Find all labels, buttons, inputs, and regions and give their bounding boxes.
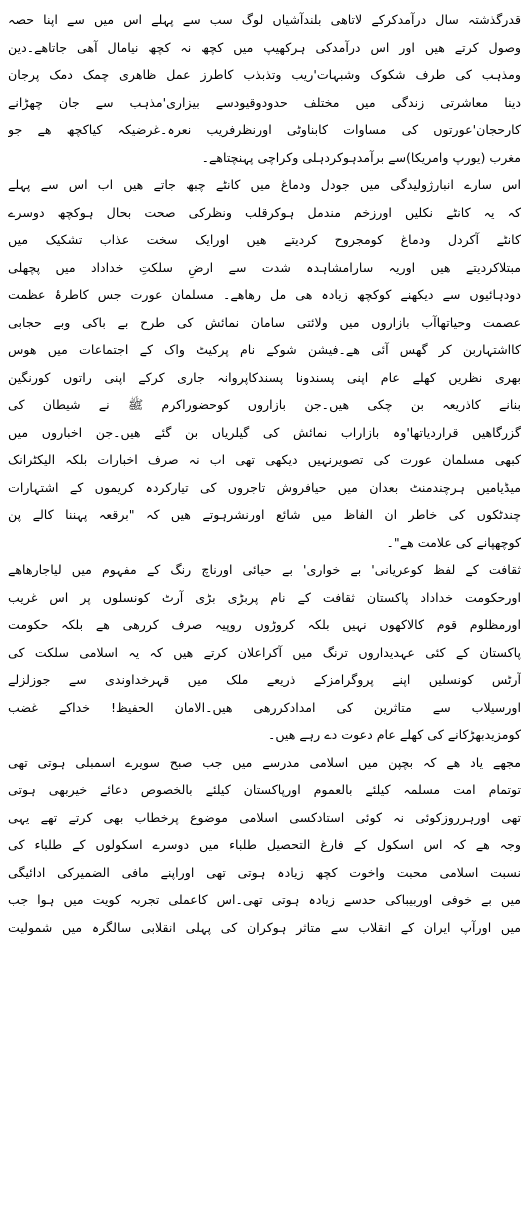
text-line: مجھے یاد ھے کہ بچپن میں اسلامی مدرسے میں جب صبح سویرے اسمبلی ہوتی تھی xyxy=(8,754,521,770)
text-line: میں اورآپ ایران کے انقلاب سے متاثر ہوکران کی پہلی انقلابی سالگرہ میں شمولیت xyxy=(8,919,521,935)
text-line: کہ یہ کانٹے نکلیں اورزخم مندمل ہوکرقلب ونظرکی صحت بحال ہوکچھ دوسرے xyxy=(8,204,521,220)
paragraph-4 xyxy=(8,749,521,942)
text-line: پاکستان کے کئی عہدیداروں ترنگ میں آکراعلان کرتے ھیں کہ یہ اسلامی سلکت کی xyxy=(8,644,521,660)
text-line: دودہائیوں سے دیکھنے کوکچھ زیادہ ھی مل رھاھے۔ مسلمان عورت جس کاطرۂ عظمت xyxy=(8,287,521,302)
text-line: مغرب (یورپ وامریکا)سے برآمدہوکردہلی وکراچی پہنچتاھے۔ xyxy=(201,149,521,165)
text-line: بھری نظریں کھلے عام اپنی پسندونا پسندکاپروانہ جاری کرکے اپنی راتوں کورنگین xyxy=(8,369,521,385)
text-line: ثقافت کے لفظ کوعریانی' بے خواری' بے حیائی اورناچ رنگ کے مفہوم میں لیاجارھاھے xyxy=(8,562,521,577)
text-line: وصول کرتے ھیں اور اس درآمدکی ہرکھیپ میں کچھ نہ کچھ نیامال آھی جاتاھے۔دین xyxy=(8,39,521,55)
text-line: مبتلاکردیتے ھیں اوریہ سارامشاہدہ شدت سے ارضِ سلکتِ خداداد میں پچھلی xyxy=(8,259,521,275)
text-line: تھی اورہرروزکوئی نہ کوئی استادکسی اسلامی موضوع پرخطاب بھی کرتے تھے یہی xyxy=(8,809,521,825)
paragraph-2 xyxy=(8,171,521,556)
text-line: کانٹے آکردل ودماغ کومجروح کردیتے ھیں اورایک سخت عذاب تشکیک میں xyxy=(8,232,521,247)
text-line: اورحکومت خداداد پاکستان ثقافت کے نام پربڑی بڑی آرٹ کونسلوں پر اس غریب xyxy=(8,589,521,605)
text-line: اس سارے انبارژولیدگی میں جودل ودماغ میں کانٹے چبھ جاتے ھیں اب اس سے پہلے xyxy=(8,177,521,192)
text-line: چندٹکوں کی خاطر ان الفاظ میں شائع اورنشرہوتے ھیں کہ "برقعہ پہننا کالے پن xyxy=(8,507,521,522)
text-line: بنانے کاذریعہ بن چکی ھیں۔جن بازاروں کوحضوراکرم ﷺ نے شیطان کی xyxy=(8,397,521,412)
text-line: اورسیلاب سے متاثرین کی امدادکررھی ھیں۔الامان الحفیظ! خداکے غضب xyxy=(8,699,521,715)
text-line: دینا معاشرتی زندگی میں مختلف حدودوقیودسے بیزاری'مذہب سے جان چھڑانے xyxy=(8,94,521,110)
text-line: عصمت وحیاتھاآب بازاروں میں ولائتی سامان نمائش کی طرح بے باکی وبے حجابی xyxy=(8,314,521,330)
paragraph-3 xyxy=(8,556,521,749)
text-line: کبھی مسلمان عورت کی تصویرنہیں دیکھی تھی اب نہ صرف اخبارات بلکہ الیکٹرانک xyxy=(8,452,521,467)
text-line: میڈیامیں ہرچندمنٹ بعدان میں حیافروش تاجروں کی تیارکردہ کریموں کے اشتہارات xyxy=(8,479,521,495)
text-line: قدرگذشتہ سال درآمدکرکے لاتاھی بلندآشیاں لوگ سب سے پہلے اس میں سے اپنا حصہ xyxy=(8,12,521,27)
text-line: کااشتہاربن کر گھس آئی ھے۔فیشن شوکے نام پرکیٹ واک کے اجتماعات میں ھوس xyxy=(8,342,521,357)
text-line: گزرگاھیں قراردیاتھا'وہ بازاراب نمائش کی گیلریاں بن گئے ھیں۔جن اخباروں میں xyxy=(8,424,521,440)
text-line: کارحجان'عورتوں کی مساوات کابناوٹی اورنظرفریب نعرہ۔غرضیکہ کیاکچھ ھے جو xyxy=(8,122,521,137)
text-line: کومزیدبھڑکانے کی کھلے عام دعوت دے رہے ھیں۔ xyxy=(267,727,521,742)
text-line: نسبت اسلامی محبت واخوت کچھ زیادہ ہوتی تھی اوراپنے مافی الضمیرکی ادائیگی xyxy=(8,864,521,880)
text-line: میں بے خوفی اوربیباکی حدسے زیادہ ہوتی تھی۔اس کاعملی تجربہ کویت میں ہوا جب xyxy=(8,892,521,907)
text-line: آرٹس کونسلیں اپنے پروگرامزکے ذریعے ملک میں قہرخداوندی سے جوزلزلے xyxy=(8,672,521,687)
text-line: کوچھپانے کی علامت ھے"۔ xyxy=(386,534,521,550)
text-line: ومذہب کی طرف شکوک وشبہات'ریب وتذبذب کاطرز عمل ظاھری چمک دمک پرجان xyxy=(8,67,521,82)
text-line: وجہ ھے کہ اس اسکول کے فارغ التحصیل طلباء میں دوسرے اسکولوں کے طلباء کی xyxy=(8,837,521,852)
paragraph-1 xyxy=(8,6,521,171)
text-line: توتمام امت مسلمہ کیلئے بالعموم اورپاکستان کیلئے بالخصوص دعائے خیربھی ہوتی xyxy=(8,782,521,797)
text-line: اورمظلوم قوم کالاکھوں نہیں بلکہ کروڑوں روپیہ صرف کررھی ھے بلکہ حکومت xyxy=(8,617,521,632)
